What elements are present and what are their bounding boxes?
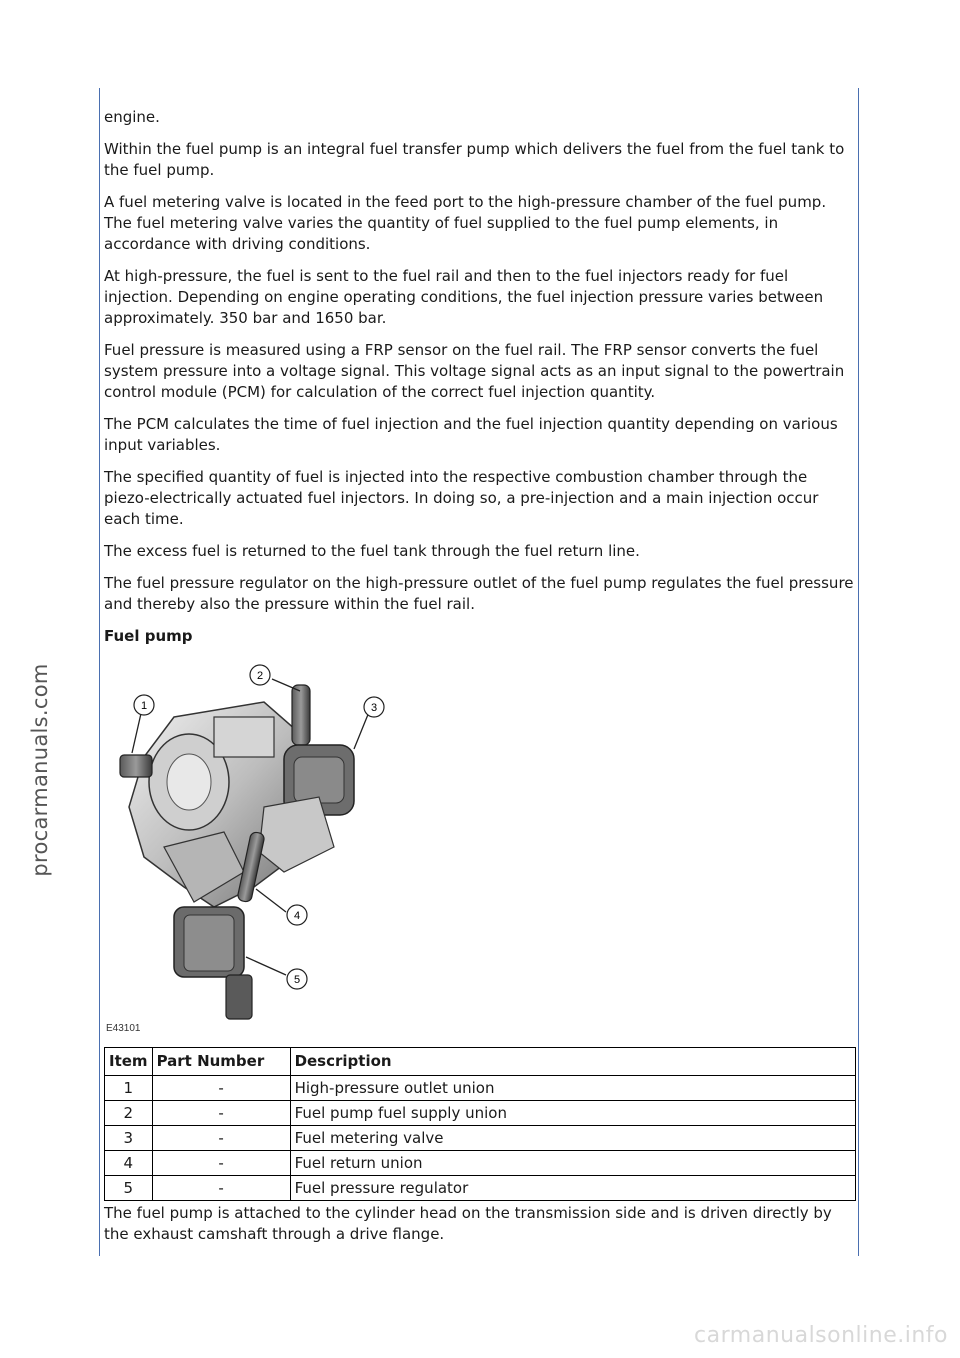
paragraph: Fuel pressure is measured using a FRP sensor on the fuel rail. The FRP sensor converts the fuel system pressure into a voltage signal. This voltage signal acts as an input signal to the powertrain control module (PCM) for calculation of the correct fuel injection quantity.: [104, 341, 845, 401]
bottom-watermark: carmanualsonline.info: [694, 1323, 948, 1348]
figure-id: E43101: [106, 1023, 141, 1034]
callout-1-label: 1: [140, 700, 148, 712]
cell-item: 3: [105, 1126, 153, 1151]
table-row: [105, 1176, 856, 1201]
cell-item: 2: [105, 1101, 153, 1126]
cell-item: 5: [105, 1176, 153, 1201]
header-description: Description: [290, 1048, 855, 1076]
cell-description: Fuel pump fuel supply union: [290, 1101, 855, 1126]
paragraph: The PCM calculates the time of fuel injection and the fuel injection quantity depending on various input variables.: [104, 415, 838, 454]
callout-2-label: 2: [256, 670, 264, 682]
callout-3-label: 3: [370, 702, 378, 714]
cell-description: Fuel return union: [290, 1151, 855, 1176]
right-margin-rule: [858, 88, 859, 1256]
table-row: [105, 1076, 856, 1101]
left-margin-rule: [99, 88, 100, 1256]
cell-part-number: -: [152, 1076, 290, 1101]
table-row: [105, 1101, 856, 1126]
paragraph: The fuel pressure regulator on the high-pressure outlet of the fuel pump regulates the fuel pressure and thereby also the pressure within the fuel rail.: [104, 574, 854, 613]
callout-4-label: 4: [293, 910, 301, 922]
cell-description: High-pressure outlet union: [290, 1076, 855, 1101]
table-row: [105, 1126, 856, 1151]
cell-description: Fuel pressure regulator: [290, 1176, 855, 1201]
closing-paragraph: The fuel pump is attached to the cylinder head on the transmission side and is driven directly by the exhaust camshaft through a drive flange.: [104, 1204, 832, 1243]
table-header-row: [105, 1048, 856, 1076]
cell-description: Fuel metering valve: [290, 1126, 855, 1151]
header-part-number: Part Number: [152, 1048, 290, 1076]
paragraph: engine.: [104, 108, 160, 126]
header-item: Item: [105, 1048, 153, 1076]
page-content: [104, 107, 854, 1245]
cell-item: 4: [105, 1151, 153, 1176]
paragraph: At high-pressure, the fuel is sent to the fuel rail and then to the fuel injectors ready for fuel injection. Depending on engine operating conditions, the fuel injection pressure varies between approximately. 350 bar and 1650 bar.: [104, 267, 824, 327]
callout-5-label: 5: [293, 974, 301, 986]
fuel-pump-drawing: [104, 657, 404, 1039]
section-heading: Fuel pump: [104, 627, 193, 645]
side-watermark: procarmanuals.com: [28, 663, 52, 877]
cell-part-number: -: [152, 1151, 290, 1176]
cell-part-number: -: [152, 1126, 290, 1151]
cell-part-number: -: [152, 1101, 290, 1126]
cell-item: 1: [105, 1076, 153, 1101]
paragraph: Within the fuel pump is an integral fuel transfer pump which delivers the fuel from the fuel tank to the fuel pump.: [104, 140, 845, 179]
paragraph: A fuel metering valve is located in the feed port to the high-pressure chamber of the fuel pump. The fuel metering valve varies the quantity of fuel supplied to the fuel pump elements, in accordance with driving conditions.: [104, 193, 827, 253]
table-row: [105, 1151, 856, 1176]
paragraph: The specified quantity of fuel is injected into the respective combustion chamber through the piezo-electrically actuated fuel injectors. In doing so, a pre-injection and a main injection occur each time.: [104, 468, 819, 528]
fuel-pump-illustration: [104, 657, 404, 1039]
parts-table: [104, 1047, 856, 1201]
paragraph: The excess fuel is returned to the fuel tank through the fuel return line.: [104, 542, 640, 560]
cell-part-number: -: [152, 1176, 290, 1201]
